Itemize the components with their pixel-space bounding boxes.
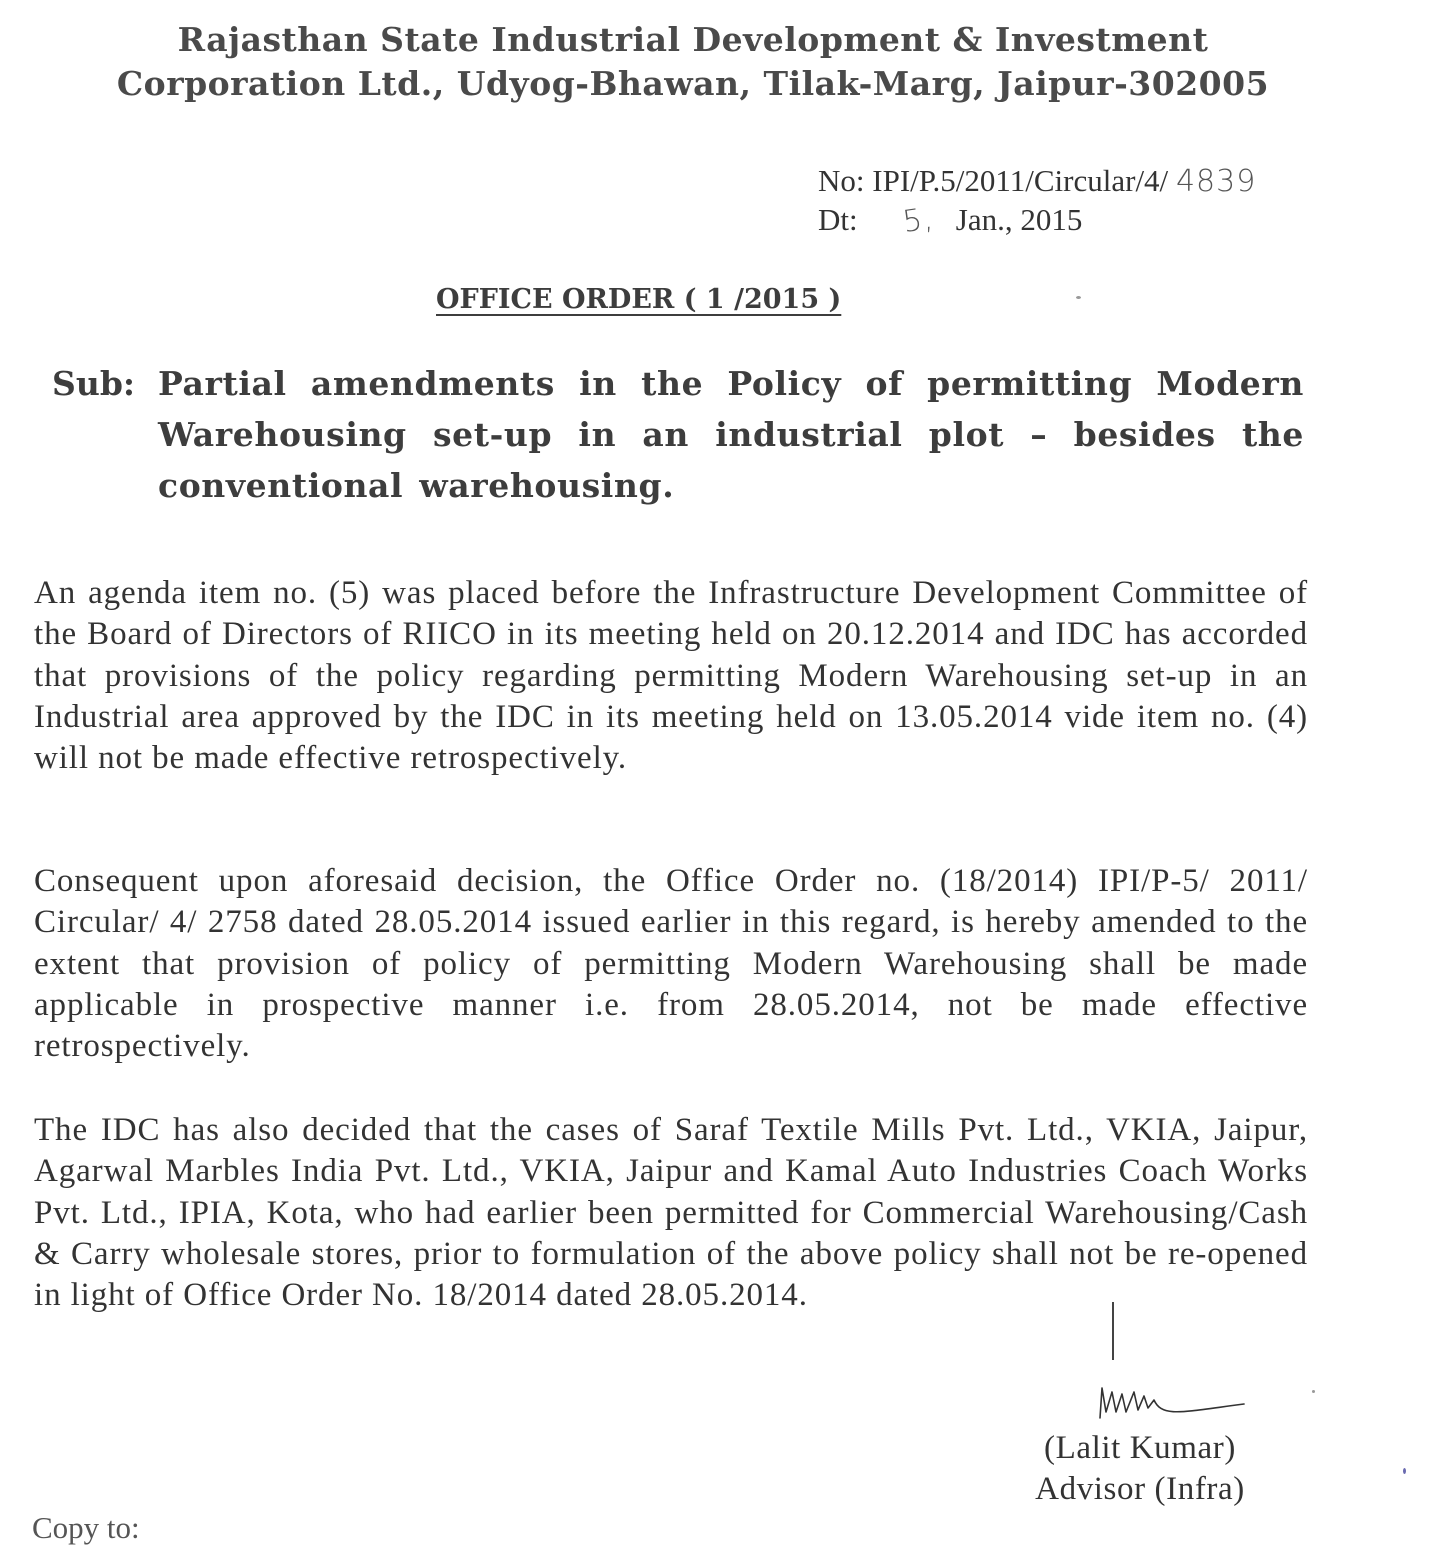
body-paragraph-3: The IDC has also decided that the cases of Saraf Textile Mills Pvt. Ltd., VKIA, Jaipur, Agarwal Marbles India Pvt. Ltd., VKIA, Jaipur and Kamal Auto Industries Coach Works Pvt. Ltd., IPIA, Kota, who had earlier been permitted for Commercial Warehousing/Cash & Carry wholesale stores, prior to formulation of the above policy shall not be re-opened in light of Office Order No. 18/2014 dated 28.05.2014. <box>34 1112 1308 1314</box>
copy-to-label: Copy to: <box>32 1510 140 1545</box>
body-paragraph-2: Consequent upon aforesaid decision, the Office Order no. (18/2014) IPI/P-5/ 2011/ Circular/ 4/ 2758 dated 28.05.2014 issued earlier in this regard, is hereby amended to the extent that provision of policy of permitting Modern Warehousing shall be made applicable in prospective manner i.e. from 28.05.2014, not be made effective retrospectively. <box>34 863 1308 1065</box>
reference-number-printed: IPI/P.5/2011/Circular/4/ <box>872 163 1169 198</box>
reference-date-day-handwritten: 5, <box>901 201 937 240</box>
body-paragraph-1: An agenda item no. (5) was placed before the Infrastructure Development Committee of the Board of Directors of RIICO in its meeting held on 20.12.2014 and IDC has accorded that provisions of the policy regarding permitting Modern Warehousing set-up in an Industrial area approved by the IDC in its meeting held on 13.05.2014 vide item no. (4) will not be made effective retrospectively. <box>34 575 1308 777</box>
reference-number <box>818 162 1256 201</box>
signatory-designation: Advisor (Infra) <box>1035 1471 1245 1507</box>
letterhead-line-1: Rajasthan State Industrial Development & Investment <box>177 20 1209 59</box>
pen-stroke-mark <box>1112 1302 1114 1360</box>
signatory-block <box>1010 1428 1270 1510</box>
subject-text: Partial amendments in the Policy of permitting Modern Warehousing set-up in an industrial plot – besides the conventional warehousing. <box>158 364 1304 505</box>
scan-speck <box>1312 1390 1315 1393</box>
scan-speck <box>1403 1468 1406 1474</box>
reference-number-handwritten: 4839 <box>1175 164 1257 199</box>
letterhead <box>88 18 1298 106</box>
subject <box>52 358 1304 511</box>
signatory-name: (Lalit Kumar) <box>1044 1430 1236 1466</box>
scan-speck <box>1076 296 1081 299</box>
reference-date-label: Dt: <box>818 202 858 237</box>
reference-number-label: No: <box>818 163 865 198</box>
reference-date-printed: Jan., 2015 <box>955 202 1083 237</box>
letterhead-line-2: Corporation Ltd., Udyog-Bhawan, Tilak-Marg, Jaipur-302005 <box>116 64 1270 103</box>
handwritten-signature <box>1092 1378 1252 1422</box>
reference-block <box>818 162 1256 240</box>
subject-label: Sub: <box>52 364 136 403</box>
office-order-title: OFFICE ORDER ( 1 /2015 ) <box>436 284 842 315</box>
reference-date <box>818 201 1256 240</box>
